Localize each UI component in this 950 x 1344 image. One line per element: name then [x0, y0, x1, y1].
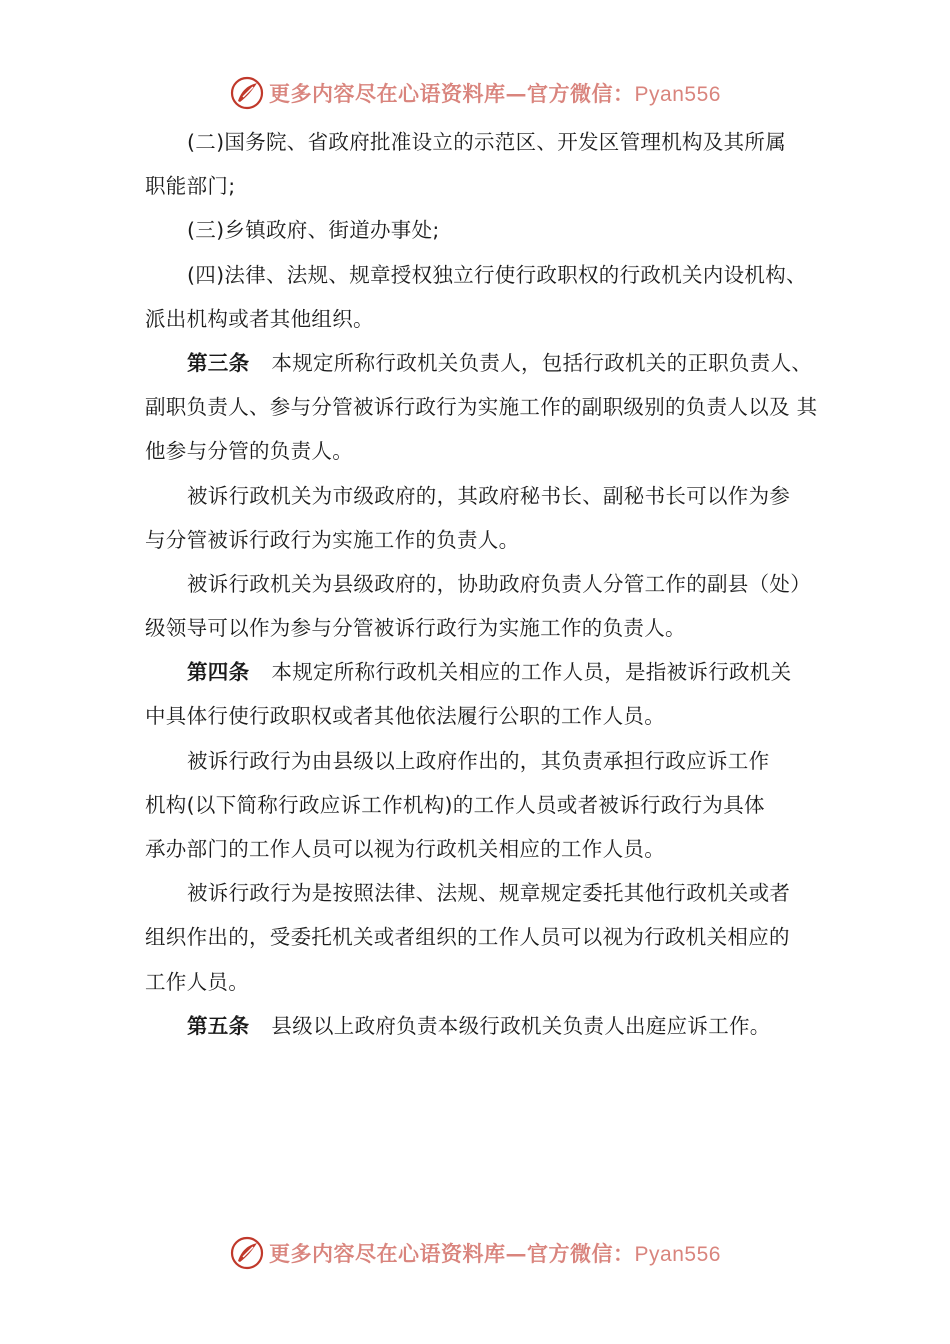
text-line: [145, 164, 835, 208]
text-line: [145, 120, 835, 164]
text-line: [145, 1004, 835, 1048]
text-line: [145, 562, 835, 606]
article-number: 第三条: [187, 350, 250, 375]
line-text: 被诉行政行为是按照法律、法规、规章规定委托其他行政机关或者: [187, 881, 791, 906]
text-line: [145, 297, 835, 341]
text-line: [145, 783, 835, 827]
line-text: 承办部门的工作人员可以视为行政机关相应的工作人员。: [145, 837, 665, 861]
line-text: 本规定所称行政机关负责人，包括行政机关的正职负责人、: [271, 350, 813, 375]
line-text: 中具体行使行政职权或者其他依法履行公职的工作人员。: [145, 704, 665, 729]
text-line: [145, 960, 835, 1004]
line-text: 被诉行政机关为市级政府的，其政府秘书长、副秘书长可以作为参: [187, 483, 791, 508]
text-line: [145, 739, 835, 783]
banner-text-main: 更多内容尽在心语资料库—官方微信：: [269, 81, 635, 106]
text-line: [145, 208, 835, 252]
text-line: [145, 606, 835, 650]
text-line: [145, 474, 835, 518]
line-text: 职能部门;: [145, 174, 236, 199]
line-text: 与分管被诉行政行为实施工作的负责人。: [145, 527, 520, 552]
line-text: 被诉行政机关为县级政府的，协助政府负责人分管工作的副县（处）: [187, 571, 811, 596]
line-text: 县级以上政府负责本级行政机关负责人出庭应诉工作。: [271, 1013, 771, 1038]
line-text: (四)法律、法规、规章授权独立行使行政职权的行政机关内设机构、: [187, 262, 807, 287]
text-line: [145, 341, 835, 385]
banner-wechat-id: Pyan556: [634, 1243, 721, 1266]
logo-icon: [229, 1235, 265, 1271]
watermark-banner-bottom: [0, 1233, 950, 1273]
watermark-banner-top: [0, 73, 950, 113]
line-text: (二)国务院、省政府批准设立的示范区、开发区管理机构及其所属: [187, 130, 786, 154]
banner-text: [269, 1238, 721, 1268]
article-number: 第四条: [187, 660, 250, 685]
logo-icon: [229, 75, 265, 111]
banner-text-main: 更多内容尽在心语资料库—官方微信：: [269, 1241, 635, 1266]
text-line: [145, 385, 835, 429]
text-line: [145, 253, 835, 297]
text-line: [145, 518, 835, 562]
document-body: [145, 120, 835, 1048]
line-text: 被诉行政行为由县级以上政府作出的，其负责承担行政应诉工作: [187, 748, 770, 773]
banner-wechat-id: Pyan556: [634, 83, 721, 106]
text-line: [145, 650, 835, 694]
line-text: 组织作出的，受委托机关或者组织的工作人员可以视为行政机关相应的: [145, 925, 790, 950]
text-line: [145, 429, 835, 473]
line-text: (三)乡镇政府、街道办事处;: [187, 218, 440, 243]
line-text: 工作人员。: [145, 969, 249, 994]
text-line: [145, 827, 835, 871]
line-text: 机构(以下简称行政应诉工作机构)的工作人员或者被诉行政行为具体: [145, 792, 765, 817]
line-text: 他参与分管的负责人。: [145, 439, 353, 464]
line-text: 副职负责人、参与分管被诉行政行为实施工作的副职级别的负责人以及 其: [145, 395, 818, 420]
line-text: 派出机构或者其他组织。: [145, 306, 374, 331]
text-line: [145, 694, 835, 738]
article-number: 第五条: [187, 1013, 250, 1038]
line-text: 级领导可以作为参与分管被诉行政行为实施工作的负责人。: [145, 616, 686, 641]
text-line: [145, 915, 835, 959]
text-line: [145, 871, 835, 915]
line-text: 本规定所称行政机关相应的工作人员，是指被诉行政机关: [271, 660, 792, 685]
banner-text: [269, 78, 721, 108]
